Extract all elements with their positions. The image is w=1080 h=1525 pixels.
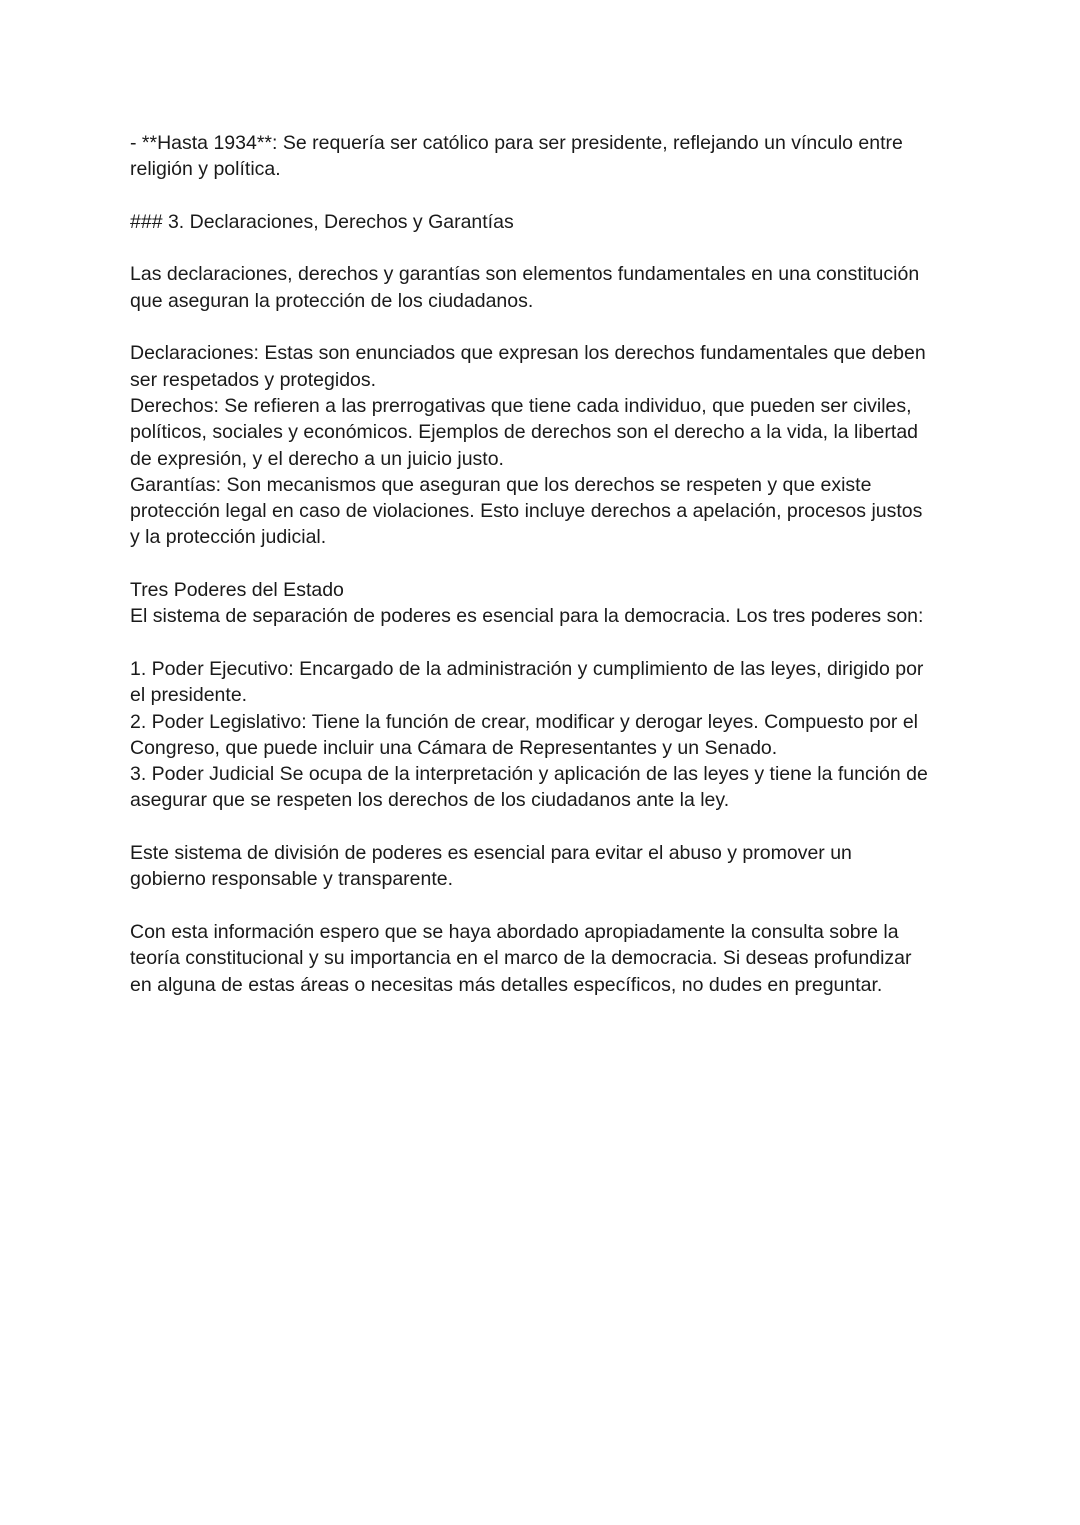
- text-line: gobierno responsable y transparente.: [130, 868, 454, 891]
- paragraph: [130, 840, 960, 893]
- document-page: [130, 130, 960, 1024]
- text-line: Declaraciones: Estas son enunciados que expresan los derechos fundamentales que deben: [130, 342, 926, 365]
- paragraph: [130, 130, 960, 183]
- text-line: 2. Poder Legislativo: Tiene la función de crear, modificar y derogar leyes. Compuesto por el: [130, 710, 919, 733]
- text-line: que aseguran la protección de los ciudadanos.: [130, 289, 534, 312]
- text-line: ser respetados y protegidos.: [130, 368, 377, 391]
- text-line: el presidente.: [130, 684, 248, 707]
- text-line: teoría constitucional y su importancia en el marco de la democracia. Si deseas profundizar: [130, 947, 912, 970]
- text-line: políticos, sociales y económicos. Ejemplos de derechos son el derecho a la vida, la libertad: [130, 421, 919, 444]
- text-line: de expresión, y el derecho a un juicio justo.: [130, 447, 504, 470]
- text-line: ### 3. Declaraciones, Derechos y Garantías: [130, 210, 514, 233]
- paragraph: [130, 577, 960, 630]
- text-line: Derechos: Se refieren a las prerrogativas que tiene cada individuo, que pueden ser civiles,: [130, 394, 912, 417]
- paragraph: [130, 919, 960, 998]
- text-line: Con esta información espero que se haya abordado apropiadamente la consulta sobre la: [130, 920, 899, 943]
- text-line: asegurar que se respeten los derechos de los ciudadanos ante la ley.: [130, 789, 730, 812]
- text-line: Garantías: Son mecanismos que aseguran que los derechos se respeten y que existe: [130, 473, 872, 496]
- text-line: Este sistema de división de poderes es esencial para evitar el abuso y promover un: [130, 842, 852, 865]
- paragraph: [130, 261, 960, 314]
- text-line: Tres Poderes del Estado: [130, 579, 344, 602]
- text-line: en alguna de estas áreas o necesitas más detalles específicos, no dudes en preguntar.: [130, 973, 883, 996]
- text-line: 1. Poder Ejecutivo: Encargado de la administración y cumplimiento de las leyes, dirigido por: [130, 657, 924, 680]
- text-line: religión y política.: [130, 158, 281, 181]
- text-line: El sistema de separación de poderes es esencial para la democracia. Los tres poderes son:: [130, 605, 924, 628]
- text-line: Congreso, que puede incluir una Cámara de Representantes y un Senado.: [130, 736, 778, 759]
- paragraph: [130, 209, 960, 235]
- paragraph: [130, 656, 960, 814]
- text-line: protección legal en caso de violaciones. Esto incluye derechos a apelación, procesos justos: [130, 500, 923, 523]
- text-line: 3. Poder Judicial Se ocupa de la interpretación y aplicación de las leyes y tiene la función de: [130, 763, 928, 786]
- text-line: Las declaraciones, derechos y garantías son elementos fundamentales en una constitución: [130, 263, 920, 286]
- text-line: y la protección judicial.: [130, 526, 327, 549]
- paragraph: [130, 340, 960, 550]
- text-line: - **Hasta 1934**: Se requería ser católico para ser presidente, reflejando un vínculo entre: [130, 132, 903, 154]
